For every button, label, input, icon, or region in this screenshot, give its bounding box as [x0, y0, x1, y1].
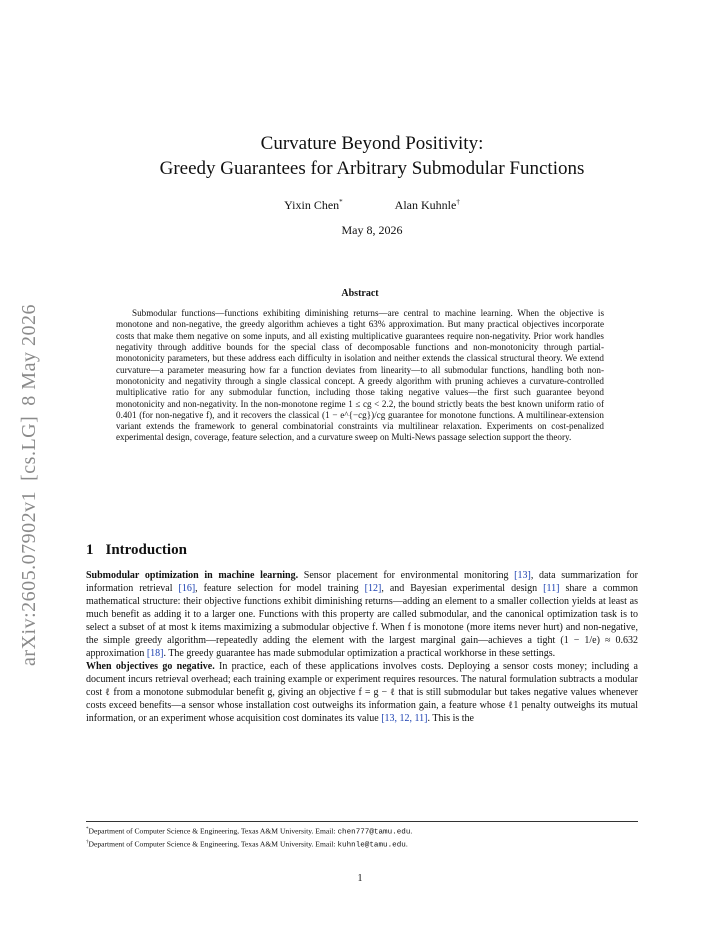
abstract — [116, 288, 604, 453]
title-line-2: Greedy Guarantees for Arbitrary Submodular Functions — [159, 158, 585, 179]
title-line-1: Curvature Beyond Positivity: — [260, 133, 484, 154]
arxiv-date: 8 May 2026 — [18, 304, 40, 406]
email-link[interactable]: chen777@tamu.edu — [337, 828, 411, 837]
introduction-section — [86, 542, 638, 725]
abstract-text: Submodular functions—functions exhibiting diminishing returns—are central to machine learning. When the objective is monotone and non-negative, the greedy algorithm achieves a tight 63% approximation. But many practical objectives incorporate costs that make them negative on some inputs, and all existing multiplicative guarantees require non-negativity. Prior work handles negativity through additive bounds for the special class of decomposable functions and non-monotonicity through partial-monotonicity parameters, but these address each difficulty in isolation and neither extends the classical structural theory. We extend curvature—a parameter measuring how far a function deviates from linearity—to all submodular functions, handling both non-monotonicity and negativity through a single classical concept. A greedy algorithm with pruning achieves a curvature-controlled multiplicative ratio for any submodular function, including those taking negative values—the first such guarantee beyond monotonicity and non-negativity. In the non-monotone regime 1 ≤ cg < 2.2, the bound strictly beats the best known uniform ratio of 0.401 (for non-negative f), and it recovers the classical (1 − e^{−cg})/cg guarantee for monotone functions. A multilinear-extension variant extends the framework to general combinatorial constraints via multilinear relaxation. Experiments on cost-penalized experimental design, coverage, feature selection, and a curvature sweep on Multi-News passage selection support the theory. — [116, 308, 604, 443]
paper-date: May 8, 2026 — [341, 223, 403, 237]
footnotes — [86, 821, 638, 851]
paragraph-lead: When objectives go negative. — [86, 661, 215, 672]
paragraph-text: Sensor placement for environmental monitoring [13], data summarization for information retrieval [16], feature selection for model training [12], and Bayesian experimental design [11] share a common mathematical structure: their objective functions exhibit diminishing returns—adding an element to a smaller collection yields at least as much benefit as adding it to a larger one. Functions with this property are called submodular, and the canonical optimization task is to select a subset of at most k items maximizing a submodular objective f. When f is monotone (more items never hurt) and non-negative, the simple greedy algorithm—repeatedly adding the element with the largest marginal gain—achieves a tight (1 − 1/e) ≈ 0.632 approximation [18]. The greedy guarantee has made submodular optimization a practical workhorse in these settings. — [86, 570, 638, 659]
paragraph-lead: Submodular optimization in machine learning. — [86, 570, 299, 581]
author: Yixin Chen* — [284, 198, 343, 212]
arxiv-id: arXiv:2605.07902v1 — [18, 490, 40, 666]
email-link[interactable]: kuhnle@tamu.edu — [337, 841, 406, 850]
paragraph-text: In practice, each of these applications involves costs. Deploying a sensor costs money; including a document incurs retrieval overhead; each training example or experiment requires resources. The natural formulation subtracts a modular cost ℓ from a monotone submodular benefit g, giving an objective f = g − ℓ that is still submodular but takes negative values whenever costs exceed benefits—a sensor whose installation cost outweighs its information gain, a feature whose ℓ1 penalty outweighs its mutual information, or an experiment whose acquisition cost dominates its value [13, 12, 11]. This is the — [86, 661, 638, 724]
footnote: *Department of Computer Science & Engineering, Texas A&M University. Email: chen777@tamu.edu. — [86, 826, 413, 837]
arxiv-identifier — [18, 304, 41, 666]
page-number: 1 — [357, 873, 363, 884]
paragraph — [86, 660, 638, 725]
author: Alan Kuhnle† — [394, 198, 460, 212]
paper-title — [112, 131, 632, 181]
author-list — [112, 198, 632, 213]
section-heading: 1 Introduction — [86, 542, 187, 558]
arxiv-category: [cs.LG] — [18, 415, 40, 481]
paragraph — [86, 569, 638, 660]
title-block — [112, 131, 632, 238]
abstract-heading: Abstract — [341, 288, 379, 299]
footnote: †Department of Computer Science & Engineering, Texas A&M University. Email: kuhnle@tamu.edu. — [86, 839, 408, 850]
